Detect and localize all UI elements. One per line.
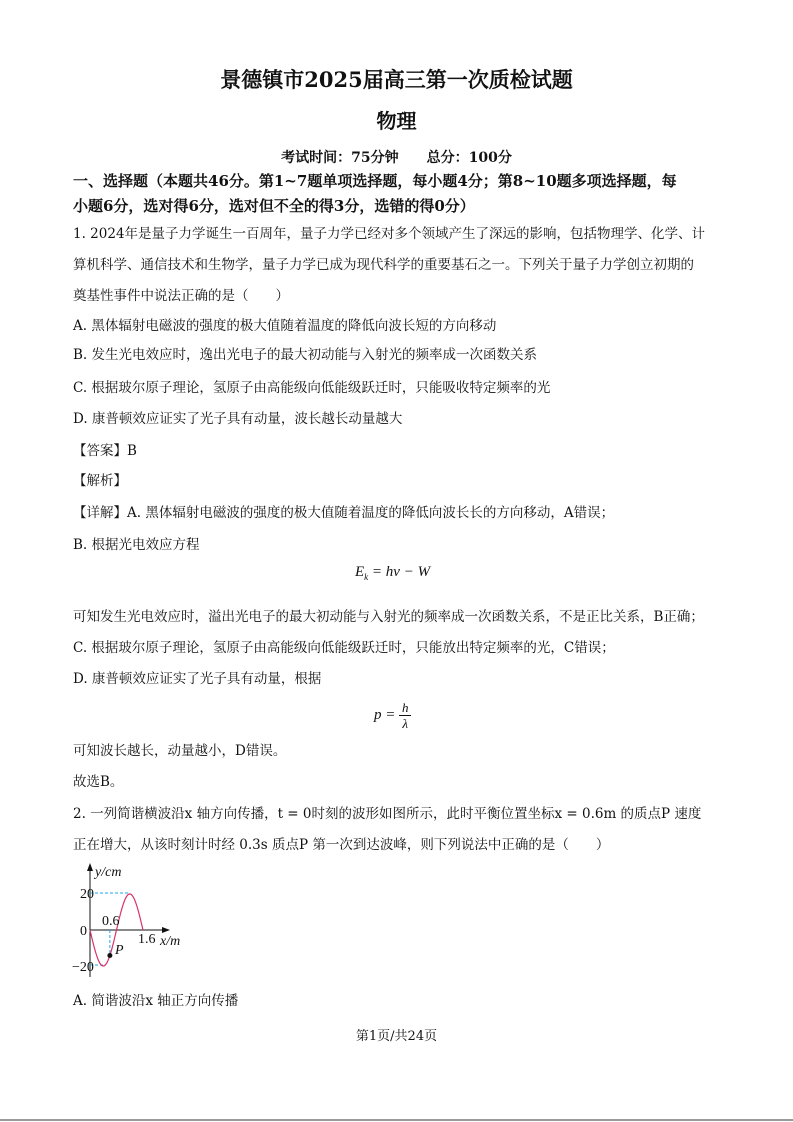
q1-analysis-label: 【解析】 [73, 473, 127, 489]
formula-lhs: p = [374, 707, 396, 723]
origin-label: 0 [80, 924, 87, 939]
subject-title: 物理 [376, 109, 417, 133]
q1-stem: 奠基性事件中说法正确的是（ ） [73, 288, 289, 304]
y-axis-arrow-icon [87, 863, 93, 871]
q1-stem: 1. 2024年是量子力学诞生一百周年，量子力学已经对多个领域产生了深远的影响，包括物理学、化学、计 [73, 226, 706, 242]
q1-detail: B. 根据光电效应方程 [73, 537, 200, 553]
formula-rhs: = hν − W [371, 564, 431, 580]
q1-stem: 算机科学、通信技术和生物学，量子力学已成为现代科学的重要基石之一。下列关于量子力学创立初期的 [73, 257, 694, 273]
point-p [107, 953, 112, 958]
page-footer: 第1页/共24页 [355, 1029, 438, 1044]
formula-photoelectric [355, 564, 430, 582]
x-tick-p: 0.6 [102, 914, 120, 929]
q1-option-a: A. 黑体辐射电磁波的强度的极大值随着温度的降低向波长短的方向移动 [73, 318, 497, 334]
x-tick-end: 1.6 [138, 932, 156, 947]
q1-option-b: B. 发生光电效应时，逸出光电子的最大初动能与入射光的频率成一次函数关系 [73, 347, 538, 363]
formula-sub: k [364, 572, 369, 582]
section-heading-cont: 小题6分，选对得6分，选对但不全的得3分，选错的得0分） [73, 197, 475, 215]
q1-detail: C. 根据玻尔原子理论，氢原子由高能级向低能级跃迁时，只能放出特定频率的光，C错误； [73, 640, 615, 656]
q1-detail: 【详解】A. 黑体辐射电磁波的强度的极大值随着温度的降低向波长长的方向移动，A错误； [73, 505, 615, 521]
q1-detail: 可知波长越长，动量越小，D错误。 [73, 743, 287, 759]
section-heading: 一、选择题（本题共46分。第1~7题单项选择题，每小题4分；第8~10题多项选择题，每 [73, 172, 677, 190]
formula-lhs: E [355, 564, 365, 580]
numerator: h [401, 700, 409, 715]
q2-option-a: A. 简谐波沿x 轴正方向传播 [73, 993, 239, 1009]
q1-answer: 【答案】B [73, 443, 137, 459]
exam-info: 考试时间：75分钟 总分：100分 [281, 150, 512, 166]
q1-detail: D. 康普顿效应证实了光子具有动量，根据 [73, 671, 322, 687]
denominator: λ [399, 715, 411, 731]
q1-option-c: C. 根据玻尔原子理论，氢原子由高能级向低能级跃迁时，只能吸收特定频率的光 [73, 380, 551, 396]
q1-option-d: D. 康普顿效应证实了光子具有动量，波长越长动量越大 [73, 411, 403, 427]
y-tick-max: 20 [80, 887, 94, 902]
x-axis-arrow-icon [162, 927, 170, 933]
wave-figure [60, 860, 230, 980]
x-axis-label: x/m [160, 934, 181, 949]
q1-detail: 可知发生光电效应时，溢出光电子的最大初动能与入射光的频率成一次函数关系，不是正比关系，B正确； [73, 609, 704, 625]
formula-momentum [374, 700, 411, 731]
y-axis-label: y/cm [95, 865, 122, 880]
q2-stem: 2. 一列简谐横波沿x 轴方向传播，t = 0时刻的波形如图所示，此时平衡位置坐标x = 0.6m 的质点P 速度 [73, 806, 702, 822]
q2-stem: 正在增大，从该时刻计时经 0.3s 质点P 第一次到达波峰，则下列说法中正确的是（ ） [73, 837, 610, 853]
point-p-label: P [115, 943, 124, 958]
y-tick-min: −20 [72, 960, 94, 975]
q1-detail: 故选B。 [73, 774, 124, 790]
fraction [399, 700, 411, 731]
page-bottom-border [0, 1119, 793, 1121]
page-title: 景德镇市2025届高三第一次质检试题 [220, 67, 573, 92]
